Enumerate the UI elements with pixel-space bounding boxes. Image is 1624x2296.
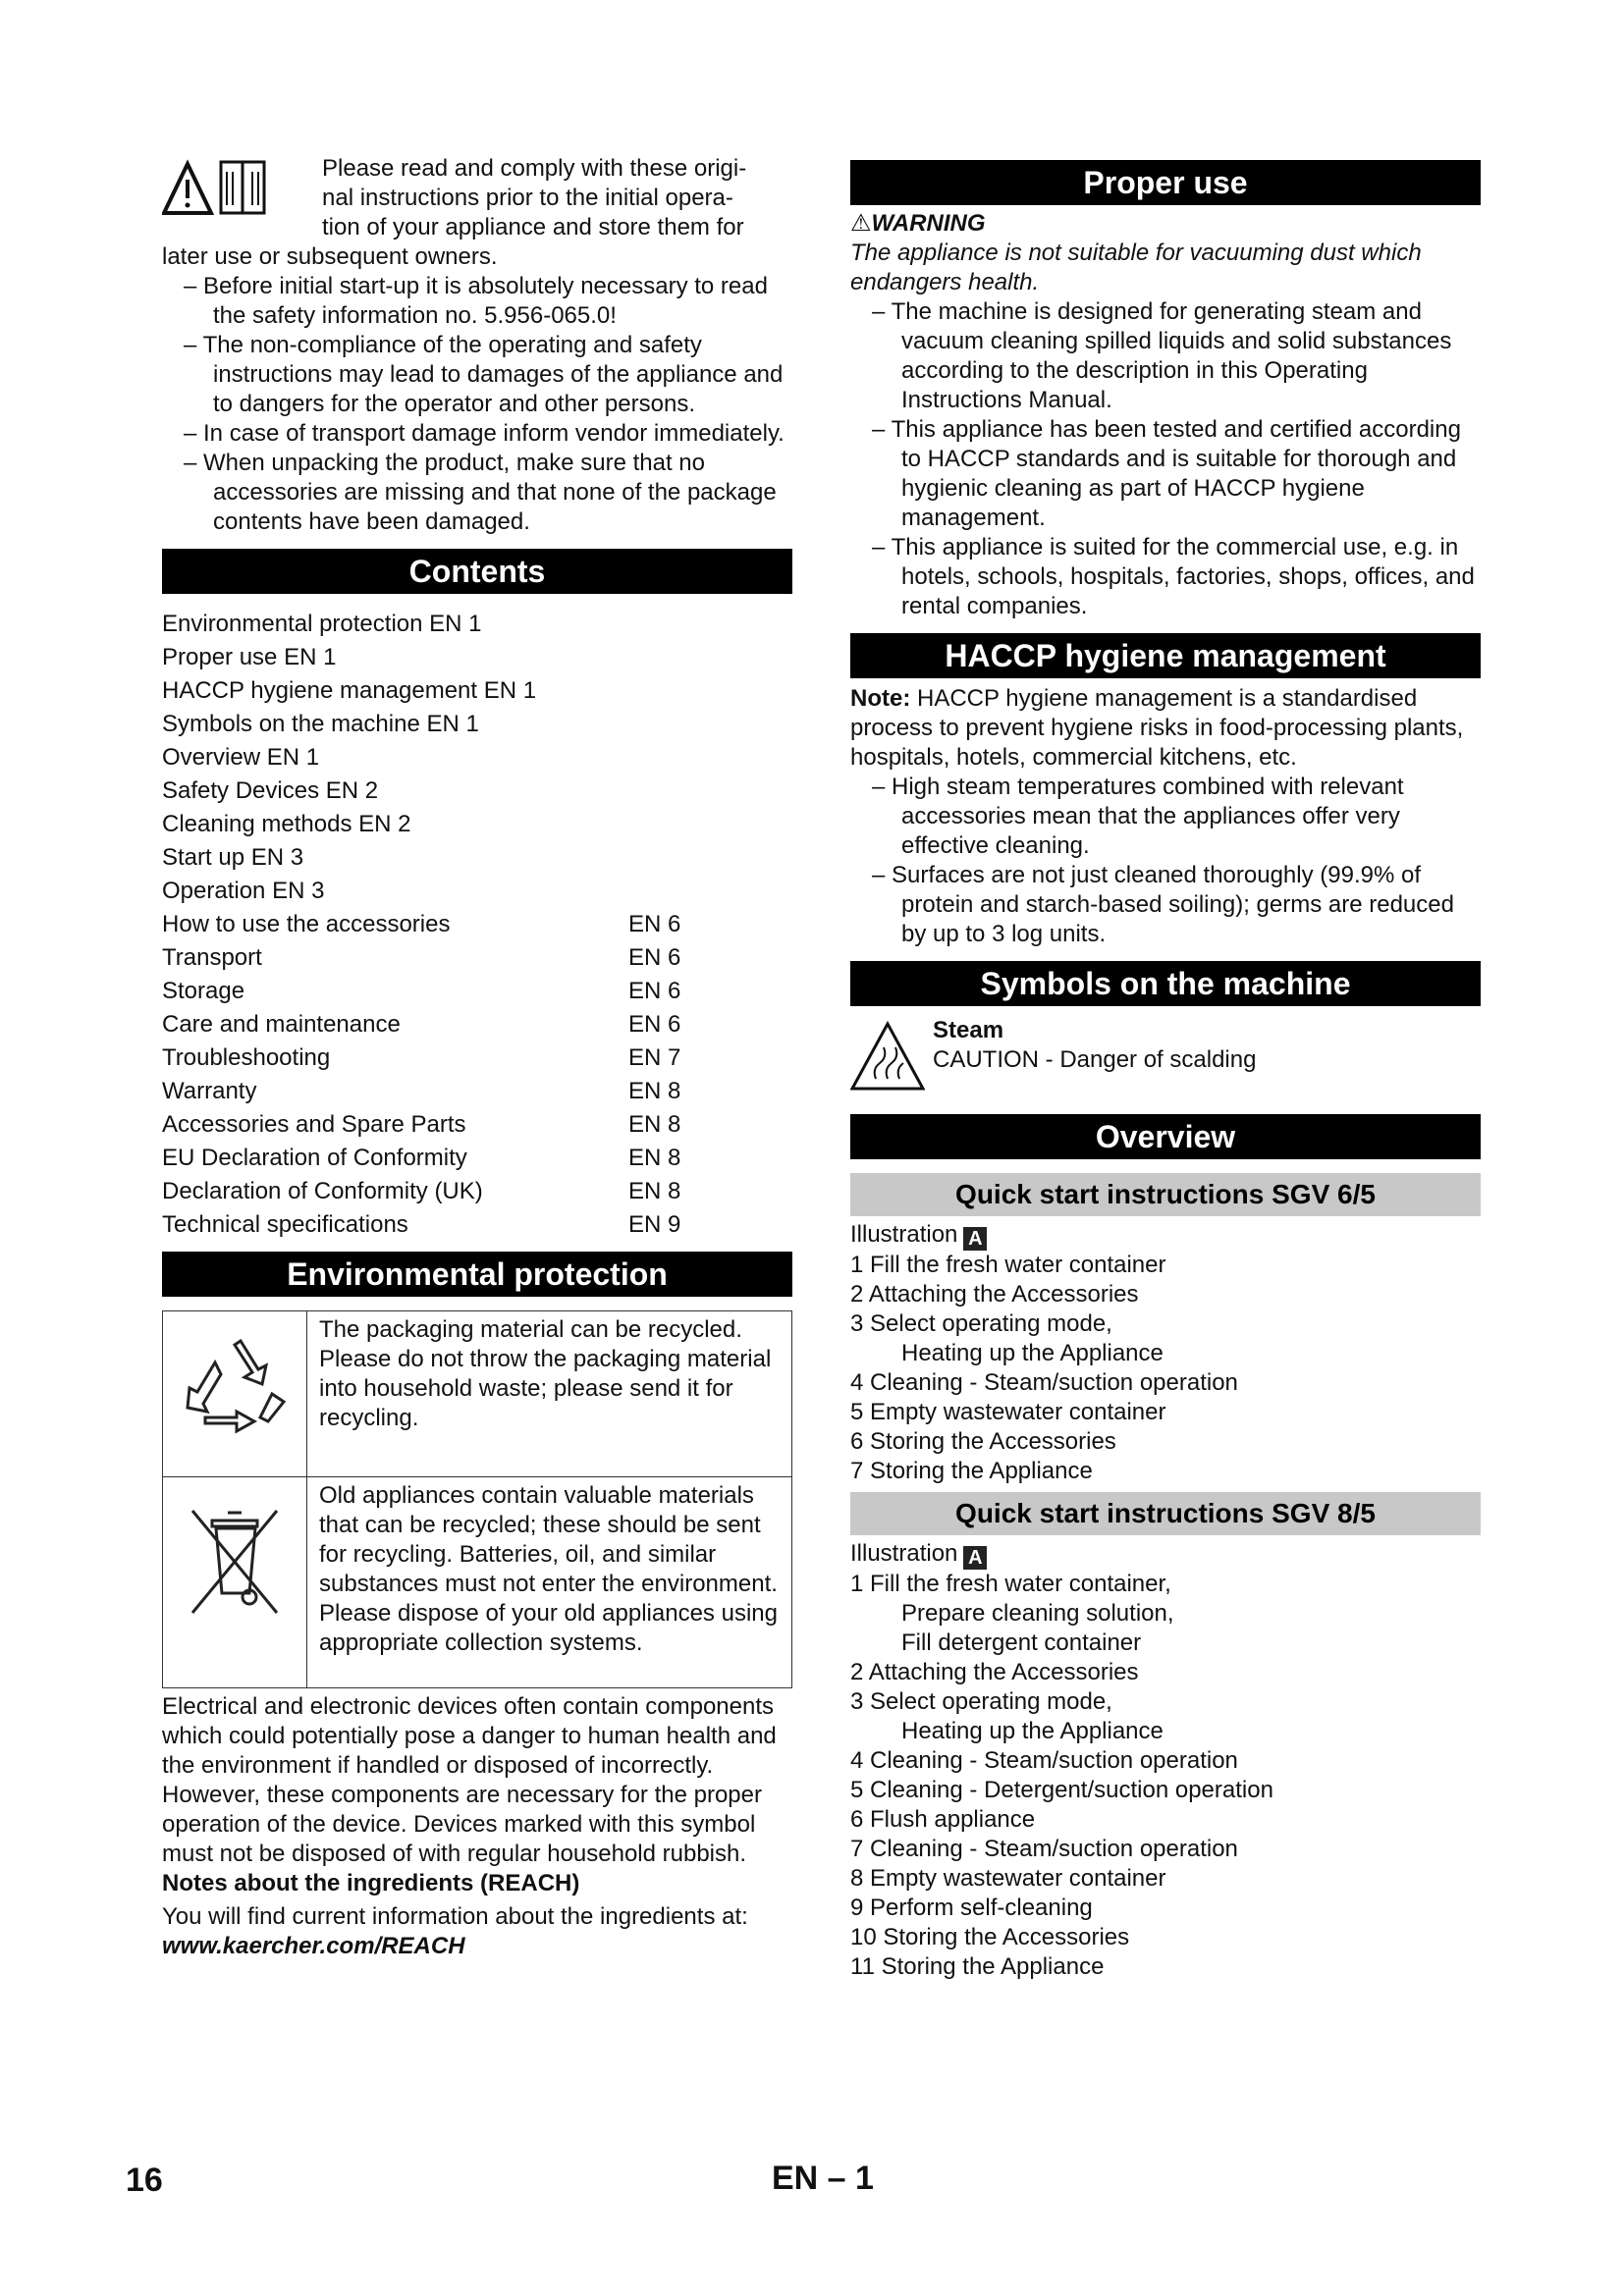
toc-title: Operation EN 3 <box>162 878 325 904</box>
recycle-text: The packaging material can be recycled. Please do not throw the packaging material into household waste; please send it for recycling. <box>307 1311 792 1477</box>
toc-title: EU Declaration of Conformity <box>162 1145 467 1171</box>
toc-row[interactable] <box>162 941 792 975</box>
toc-page: EN 8 <box>628 1145 681 1171</box>
toc-title: Technical specifications <box>162 1211 408 1238</box>
proper-use-item: – The machine is designed for generating steam and vacuum cleaning spilled liquids and solid substances according to the description in this Operating Instructions Manual. <box>872 298 1452 413</box>
reach-heading: Notes about the ingredients (REACH) <box>162 1870 580 1896</box>
toc-page: EN 7 <box>628 1044 681 1071</box>
illustration-a-icon: A <box>963 1227 987 1251</box>
qs1-line: 2 Attaching the Accessories <box>850 1281 1139 1308</box>
toc-title: Accessories and Spare Parts <box>162 1111 466 1138</box>
illustration-line <box>850 1220 1481 1251</box>
toc-page: EN 6 <box>628 978 681 1004</box>
toc-page <box>628 641 707 674</box>
toc-title: HACCP hygiene management EN 1 <box>162 677 537 704</box>
toc-page <box>628 741 707 774</box>
toc-row[interactable] <box>162 1008 792 1041</box>
haccp-item: – Surfaces are not just cleaned thoroughly (99.9% of protein and starch-based soiling); germs are reduced by up to 3 log units. <box>872 862 1454 947</box>
proper-use-item: – This appliance is suited for the commercial use, e.g. in hotels, schools, hospitals, factories, shops, offices, and rental companies. <box>872 534 1475 619</box>
note-text: HACCP hygiene management is a standardised process to prevent hygiene risks in food-processing plants, hospitals, hotels, commercial kitchens, etc. <box>850 685 1464 771</box>
illustration-label: Illustration <box>850 1221 958 1248</box>
toc-page: EN 6 <box>628 1011 681 1038</box>
qs2-line: 6 Flush appliance <box>850 1806 1036 1833</box>
qs2-line: 9 Perform self-cleaning <box>850 1895 1093 1921</box>
intro-line: later use or subsequent owners. <box>162 243 498 270</box>
intro-section <box>162 154 792 272</box>
electronic-text: Electrical and electronic devices often contain components which could potentially pose a danger to human health and the environment if handled or disposed of incorrectly. However, these components are necessary for the proper operation of the device. Devices marked with this symbol must not be disposed of with regular household rubbish. <box>162 1693 777 1867</box>
overview-heading: Overview <box>850 1114 1481 1159</box>
qs1-line: 6 Storing the Accessories <box>850 1428 1116 1455</box>
haccp-heading: HACCP hygiene management <box>850 633 1481 678</box>
recycle-icon-cell <box>163 1311 307 1477</box>
intro-icons <box>162 154 309 242</box>
toc-page: EN 8 <box>628 1178 681 1204</box>
toc-row[interactable] <box>162 774 792 808</box>
warning-book-icons <box>162 154 309 223</box>
toc-title: How to use the accessories <box>162 911 451 937</box>
toc-row[interactable] <box>162 875 792 908</box>
qs1-line: 7 Storing the Appliance <box>850 1458 1093 1484</box>
toc-title: Symbols on the machine EN 1 <box>162 711 479 737</box>
qs2-line: Fill detergent container <box>901 1629 1142 1656</box>
toc-row[interactable] <box>162 1175 792 1208</box>
contents-heading: Contents <box>162 549 792 594</box>
qs2-line: 11 Storing the Appliance <box>850 1953 1105 1980</box>
qs1-line: 4 Cleaning - Steam/suction operation <box>850 1369 1238 1396</box>
toc-title: Declaration of Conformity (UK) <box>162 1178 483 1204</box>
toc-title: Environmental protection EN 1 <box>162 611 482 637</box>
toc-page: EN 6 <box>628 944 681 971</box>
toc-title: Storage <box>162 978 245 1004</box>
quickstart-1-heading: Quick start instructions SGV 6/5 <box>850 1173 1481 1216</box>
warning-label: WARNING <box>871 210 986 237</box>
section-page-code: EN – 1 <box>772 2160 874 2197</box>
haccp-item: – High steam temperatures combined with relevant accessories mean that the appliances offer very effective cleaning. <box>872 774 1404 859</box>
steam-label: Steam <box>933 1017 1004 1043</box>
toc-row[interactable] <box>162 708 792 741</box>
qs2-line: 7 Cleaning - Steam/suction operation <box>850 1836 1238 1862</box>
steam-warning-icon <box>850 1020 925 1095</box>
toc-title: Care and maintenance <box>162 1011 401 1038</box>
page-number: 16 <box>126 2162 163 2199</box>
toc-row[interactable] <box>162 975 792 1008</box>
left-column <box>162 154 792 1961</box>
toc-row[interactable] <box>162 841 792 875</box>
appliances-text: Old appliances contain valuable materials that can be recycled; these should be sent for recycling. Batteries, oil, and similar substances must not enter the environment. Please dispose of your old appliances using appropriate collection systems. <box>307 1477 792 1688</box>
toc-row[interactable] <box>162 1142 792 1175</box>
qs2-line: 10 Storing the Accessories <box>850 1924 1130 1950</box>
toc-page <box>628 674 707 708</box>
qs2-line: 3 Select operating mode, <box>850 1688 1112 1715</box>
qs1-line: 5 Empty wastewater container <box>850 1399 1166 1425</box>
toc-page: EN 8 <box>628 1078 681 1104</box>
haccp-note <box>850 684 1481 773</box>
intro-item: – In case of transport damage inform vendor immediately. <box>184 420 785 447</box>
toc-page <box>628 841 707 875</box>
qs1-line: 3 Select operating mode, <box>850 1310 1112 1337</box>
qs2-line: 5 Cleaning - Detergent/suction operation <box>850 1777 1273 1803</box>
toc-row[interactable] <box>162 908 792 941</box>
reach-link[interactable]: www.kaercher.com/REACH <box>162 1933 465 1959</box>
toc-title: Cleaning methods EN 2 <box>162 811 411 837</box>
toc-page <box>628 875 707 908</box>
toc-page: EN 8 <box>628 1111 681 1138</box>
toc-page <box>628 708 707 741</box>
toc-title: Warranty <box>162 1078 257 1104</box>
note-label: Note: <box>850 685 911 712</box>
illustration-a-icon: A <box>963 1546 987 1570</box>
toc-page <box>628 608 707 641</box>
symbols-heading: Symbols on the machine <box>850 961 1481 1006</box>
intro-line: Please read and comply with these origi- <box>322 155 747 182</box>
warning-small-icon: ⚠ <box>850 210 872 237</box>
intro-line: nal instructions prior to the initial opera- <box>322 185 733 211</box>
intro-line: tion of your appliance and store them for <box>322 214 744 240</box>
recycle-icon <box>176 1333 294 1451</box>
manual-book-icon <box>221 162 264 213</box>
proper-use-heading: Proper use <box>850 160 1481 205</box>
crossed-bin-icon <box>181 1503 289 1621</box>
toc-title: Transport <box>162 944 262 971</box>
toc-row[interactable] <box>162 741 792 774</box>
toc-page <box>628 808 707 841</box>
toc-title: Troubleshooting <box>162 1044 331 1071</box>
qs2-line: Prepare cleaning solution, <box>901 1600 1174 1627</box>
environment-table <box>162 1310 792 1688</box>
intro-item: – The non-compliance of the operating and safety instructions may lead to damages of the appliance and to dangers for the operator and other persons. <box>184 332 784 417</box>
qs1-line: 1 Fill the fresh water container <box>850 1252 1166 1278</box>
qs1-line: Heating up the Appliance <box>901 1340 1164 1366</box>
toc-page: EN 9 <box>628 1211 681 1238</box>
toc-row[interactable] <box>162 1208 792 1242</box>
toc-title: Overview EN 1 <box>162 744 320 771</box>
warning-text: The appliance is not suitable for vacuuming dust which endangers health. <box>850 240 1422 295</box>
qs2-line: 1 Fill the fresh water container, <box>850 1571 1171 1597</box>
toc-row[interactable] <box>162 1041 792 1075</box>
toc-row[interactable] <box>162 608 792 641</box>
steam-text: CAUTION - Danger of scalding <box>933 1046 1257 1073</box>
intro-item: – Before initial start-up it is absolutely necessary to read the safety information no. 5.956-065.0! <box>184 273 768 329</box>
qs2-line: 4 Cleaning - Steam/suction operation <box>850 1747 1238 1774</box>
steam-symbol-row <box>850 1016 1481 1100</box>
warning-line <box>850 209 1481 239</box>
illustration-line <box>850 1539 1481 1570</box>
contents-list <box>162 608 792 1242</box>
environment-heading: Environmental protection <box>162 1252 792 1297</box>
toc-title: Safety Devices EN 2 <box>162 777 379 804</box>
toc-title: Start up EN 3 <box>162 844 304 871</box>
intro-item: – When unpacking the product, make sure that no accessories are missing and that none of the package contents have been damaged. <box>184 450 777 535</box>
toc-title: Proper use EN 1 <box>162 644 337 670</box>
qs2-line: 2 Attaching the Accessories <box>850 1659 1139 1685</box>
quickstart-2-heading: Quick start instructions SGV 8/5 <box>850 1492 1481 1535</box>
bin-icon-cell <box>163 1477 307 1688</box>
warning-triangle-icon <box>164 164 211 213</box>
toc-page <box>628 774 707 808</box>
illustration-label: Illustration <box>850 1540 958 1567</box>
toc-row[interactable] <box>162 674 792 708</box>
toc-row[interactable] <box>162 808 792 841</box>
proper-use-item: – This appliance has been tested and certified according to HACCP standards and is suitable for thorough and hygienic cleaning as part of HACCP hygiene management. <box>872 416 1461 531</box>
reach-text: You will find current information about the ingredients at: <box>162 1903 748 1930</box>
toc-page: EN 6 <box>628 911 681 937</box>
qs2-line: 8 Empty wastewater container <box>850 1865 1166 1892</box>
right-column <box>850 154 1481 1982</box>
toc-row[interactable] <box>162 1075 792 1108</box>
toc-row[interactable] <box>162 641 792 674</box>
toc-row[interactable] <box>162 1108 792 1142</box>
qs2-line: Heating up the Appliance <box>901 1718 1164 1744</box>
